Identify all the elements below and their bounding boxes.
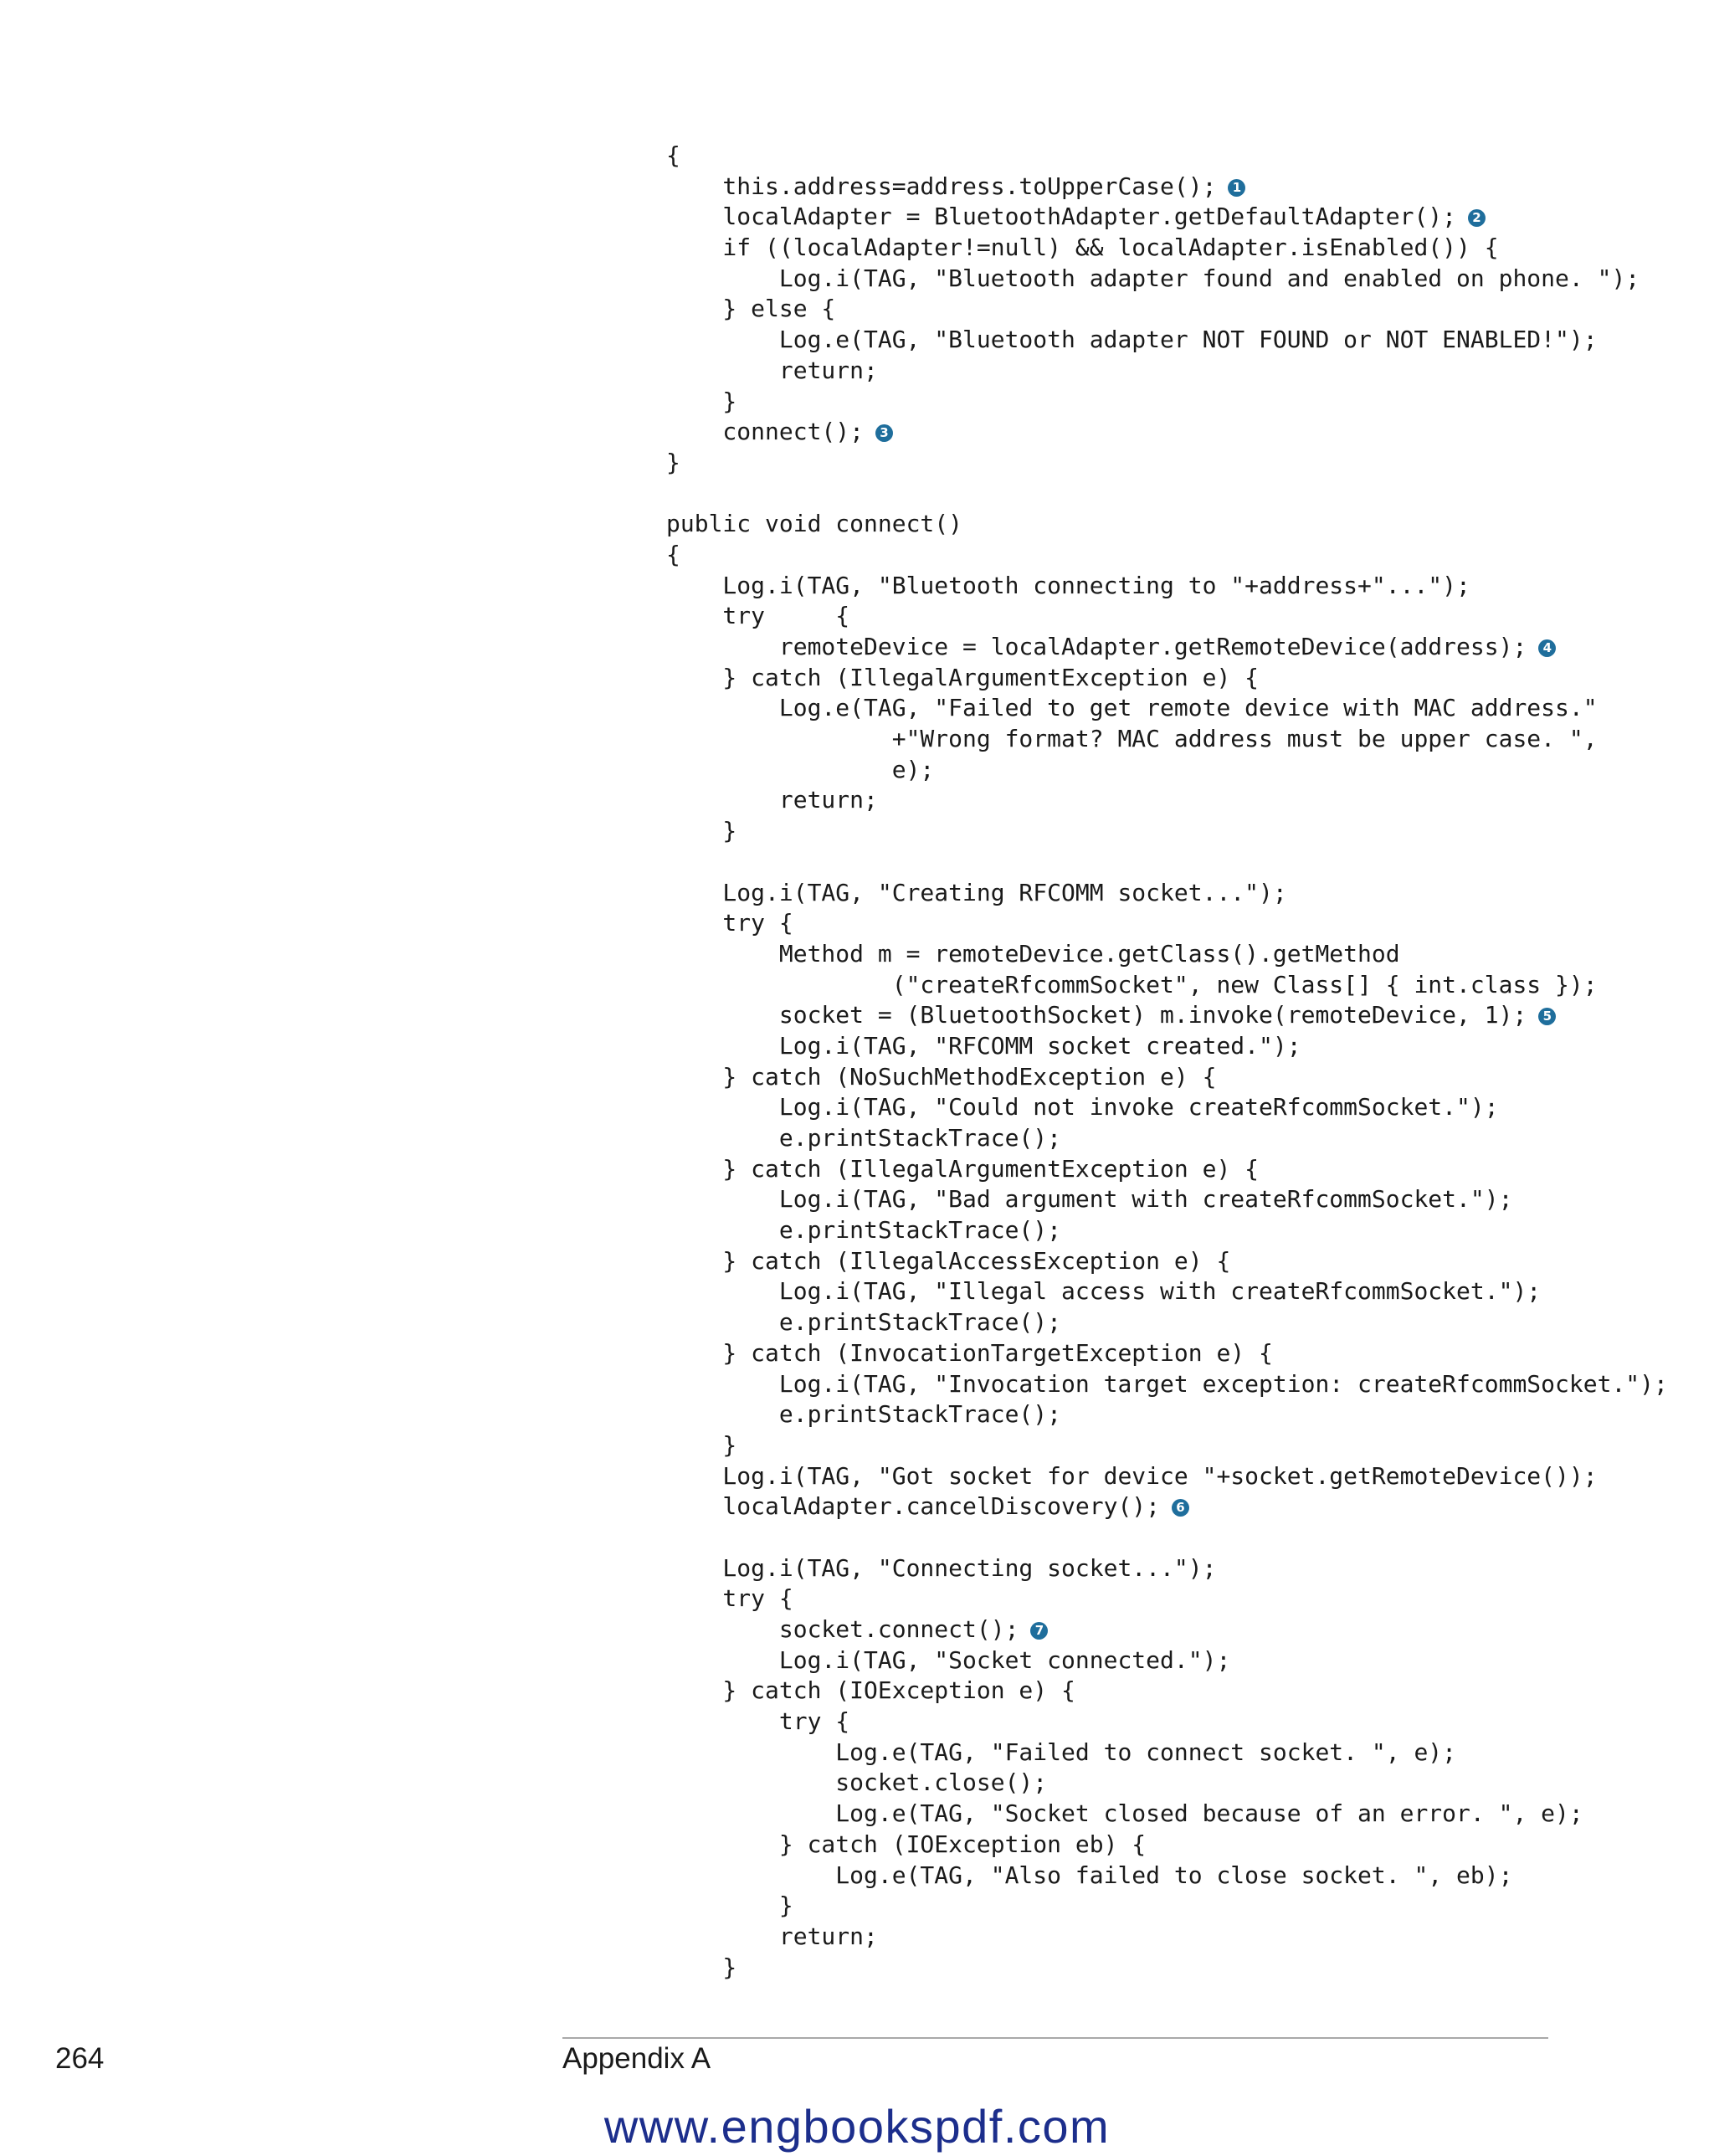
callout-number-icon: 5 bbox=[1538, 1008, 1556, 1025]
code-line bbox=[666, 878, 1668, 909]
callout-number-icon: 1 bbox=[1228, 179, 1245, 197]
code-text: } catch (IllegalArgumentException e) { bbox=[666, 663, 1260, 691]
code-line bbox=[666, 1676, 1668, 1707]
code-line bbox=[666, 908, 1668, 939]
code-text: return; bbox=[666, 786, 878, 814]
code-line bbox=[666, 1399, 1668, 1430]
code-line bbox=[666, 1000, 1668, 1031]
code-line bbox=[666, 264, 1668, 295]
code-text: } catch (InvocationTargetException e) { bbox=[666, 1338, 1273, 1367]
code-line bbox=[666, 1031, 1668, 1062]
code-text: Log.i(TAG, "Got socket for device "+socket.getRemoteDevice()); bbox=[666, 1461, 1598, 1490]
code-text: { bbox=[666, 141, 680, 169]
code-line bbox=[666, 448, 1668, 479]
code-line bbox=[666, 417, 1668, 448]
code-text: } bbox=[666, 1953, 737, 1981]
code-line bbox=[666, 663, 1668, 694]
code-text: Log.i(TAG, "Bad argument with createRfcommSocket."); bbox=[666, 1185, 1513, 1214]
code-line bbox=[666, 1922, 1668, 1953]
code-line bbox=[666, 1861, 1668, 1892]
code-line bbox=[666, 1799, 1668, 1830]
code-text: e.printStackTrace(); bbox=[666, 1124, 1062, 1152]
code-text: } bbox=[666, 387, 737, 415]
code-line bbox=[666, 970, 1668, 1001]
code-line bbox=[666, 1584, 1668, 1614]
callout-number-icon: 6 bbox=[1172, 1499, 1189, 1517]
code-text: Log.i(TAG, "Illegal access with createRfcommSocket."); bbox=[666, 1277, 1542, 1306]
code-line bbox=[666, 847, 1668, 878]
code-line bbox=[666, 571, 1668, 602]
code-line bbox=[666, 1522, 1668, 1553]
code-line bbox=[666, 1307, 1668, 1338]
code-line bbox=[666, 1553, 1668, 1584]
page-number: 264 bbox=[55, 2042, 105, 2075]
code-text: Log.e(TAG, "Also failed to close socket. ", eb); bbox=[666, 1861, 1513, 1889]
code-text: Method m = remoteDevice.getClass().getMethod bbox=[666, 939, 1400, 968]
code-text: } bbox=[666, 817, 737, 845]
code-text: +"Wrong format? MAC address must be upper case. ", bbox=[666, 725, 1598, 753]
code-line bbox=[666, 785, 1668, 816]
code-line bbox=[666, 1062, 1668, 1093]
code-line bbox=[666, 816, 1668, 847]
footer-divider bbox=[562, 2037, 1548, 2039]
code-text: { bbox=[666, 540, 680, 568]
code-line bbox=[666, 1461, 1668, 1492]
code-line bbox=[666, 1614, 1668, 1645]
code-text: localAdapter = BluetoothAdapter.getDefaultAdapter(); bbox=[666, 203, 1457, 231]
code-line bbox=[666, 1092, 1668, 1123]
code-text: if ((localAdapter!=null) && localAdapter.isEnabled()) { bbox=[666, 234, 1499, 262]
code-line bbox=[666, 202, 1668, 233]
watermark-link[interactable]: www.engbookspdf.com bbox=[603, 2100, 1111, 2153]
code-line bbox=[666, 1215, 1668, 1246]
code-text: try { bbox=[666, 1584, 793, 1613]
code-text: Log.e(TAG, "Failed to connect socket. ", e); bbox=[666, 1738, 1457, 1766]
code-line bbox=[666, 1184, 1668, 1215]
code-text: return; bbox=[666, 356, 878, 384]
code-text: ("createRfcommSocket", new Class[] { int.class }); bbox=[666, 970, 1598, 998]
code-text: Log.i(TAG, "Bluetooth connecting to "+address+"..."); bbox=[666, 571, 1470, 599]
code-text: Log.e(TAG, "Socket closed because of an error. ", e); bbox=[666, 1799, 1583, 1828]
code-text: e.printStackTrace(); bbox=[666, 1400, 1062, 1429]
code-line bbox=[666, 540, 1668, 571]
code-line bbox=[666, 1276, 1668, 1307]
code-text: } catch (IllegalArgumentException e) { bbox=[666, 1154, 1260, 1183]
code-line bbox=[666, 724, 1668, 755]
callout-number-icon: 7 bbox=[1030, 1622, 1048, 1640]
code-line bbox=[666, 601, 1668, 632]
code-text: } catch (NoSuchMethodException e) { bbox=[666, 1062, 1217, 1091]
code-line bbox=[666, 479, 1668, 510]
code-text: } catch (IOException eb) { bbox=[666, 1830, 1147, 1858]
code-line bbox=[666, 1953, 1668, 1984]
code-text: Log.i(TAG, "Bluetooth adapter found and enabled on phone. "); bbox=[666, 264, 1640, 292]
code-line bbox=[666, 1338, 1668, 1369]
running-footer-title: Appendix A bbox=[562, 2042, 711, 2075]
code-line bbox=[666, 1645, 1668, 1676]
code-text: } catch (IllegalAccessException e) { bbox=[666, 1246, 1231, 1275]
code-text: localAdapter.cancelDiscovery(); bbox=[666, 1492, 1161, 1521]
code-line bbox=[666, 693, 1668, 724]
code-line bbox=[666, 1707, 1668, 1738]
callout-number-icon: 3 bbox=[875, 424, 893, 442]
code-text: Log.i(TAG, "Connecting socket..."); bbox=[666, 1553, 1217, 1582]
code-line bbox=[666, 1154, 1668, 1185]
code-text: } bbox=[666, 1430, 737, 1459]
code-line bbox=[666, 1123, 1668, 1154]
code-text: e); bbox=[666, 755, 935, 783]
code-text: e.printStackTrace(); bbox=[666, 1308, 1062, 1337]
code-listing bbox=[666, 141, 1668, 1983]
code-line bbox=[666, 356, 1668, 387]
callout-number-icon: 4 bbox=[1538, 639, 1556, 657]
code-line bbox=[666, 755, 1668, 786]
code-line bbox=[666, 632, 1668, 663]
code-line bbox=[666, 141, 1668, 172]
code-text: Log.e(TAG, "Bluetooth adapter NOT FOUND or NOT ENABLED!"); bbox=[666, 326, 1598, 354]
code-text: Log.i(TAG, "RFCOMM socket created."); bbox=[666, 1031, 1301, 1060]
code-line bbox=[666, 325, 1668, 356]
code-text: this.address=address.toUpperCase(); bbox=[666, 172, 1217, 200]
code-text: } bbox=[666, 1892, 793, 1920]
code-text: return; bbox=[666, 1922, 878, 1950]
code-text: public void connect() bbox=[666, 510, 963, 538]
code-text: remoteDevice = localAdapter.getRemoteDevice(address); bbox=[666, 633, 1527, 660]
code-text: } catch (IOException e) { bbox=[666, 1676, 1075, 1705]
code-line bbox=[666, 233, 1668, 264]
code-line bbox=[666, 1768, 1668, 1799]
code-line bbox=[666, 1891, 1668, 1922]
code-text: connect(); bbox=[666, 418, 865, 446]
code-line bbox=[666, 1430, 1668, 1461]
callout-number-icon: 2 bbox=[1468, 209, 1486, 227]
code-line bbox=[666, 509, 1668, 540]
code-text: try { bbox=[666, 602, 850, 630]
code-line bbox=[666, 1830, 1668, 1861]
code-line bbox=[666, 1369, 1668, 1400]
code-text: Log.i(TAG, "Creating RFCOMM socket..."); bbox=[666, 878, 1287, 906]
code-text: Log.e(TAG, "Failed to get remote device with MAC address." bbox=[666, 694, 1598, 722]
code-line bbox=[666, 939, 1668, 970]
code-text: try { bbox=[666, 909, 793, 937]
code-text: Log.i(TAG, "Could not invoke createRfcommSocket."); bbox=[666, 1093, 1499, 1122]
code-text: socket = (BluetoothSocket) m.invoke(remoteDevice, 1); bbox=[666, 1001, 1527, 1029]
code-line bbox=[666, 172, 1668, 203]
code-text: } else { bbox=[666, 295, 836, 323]
code-text: socket.connect(); bbox=[666, 1615, 1019, 1643]
code-line bbox=[666, 1246, 1668, 1277]
code-text: Log.i(TAG, "Invocation target exception: createRfcommSocket."); bbox=[666, 1369, 1668, 1398]
code-line bbox=[666, 1738, 1668, 1768]
code-text: } bbox=[666, 448, 680, 476]
code-line bbox=[666, 387, 1668, 418]
code-text: Log.i(TAG, "Socket connected."); bbox=[666, 1645, 1231, 1674]
code-text: try { bbox=[666, 1707, 850, 1736]
code-line bbox=[666, 1491, 1668, 1522]
code-text: socket.close(); bbox=[666, 1768, 1048, 1797]
code-text: e.printStackTrace(); bbox=[666, 1216, 1062, 1245]
code-line bbox=[666, 294, 1668, 325]
